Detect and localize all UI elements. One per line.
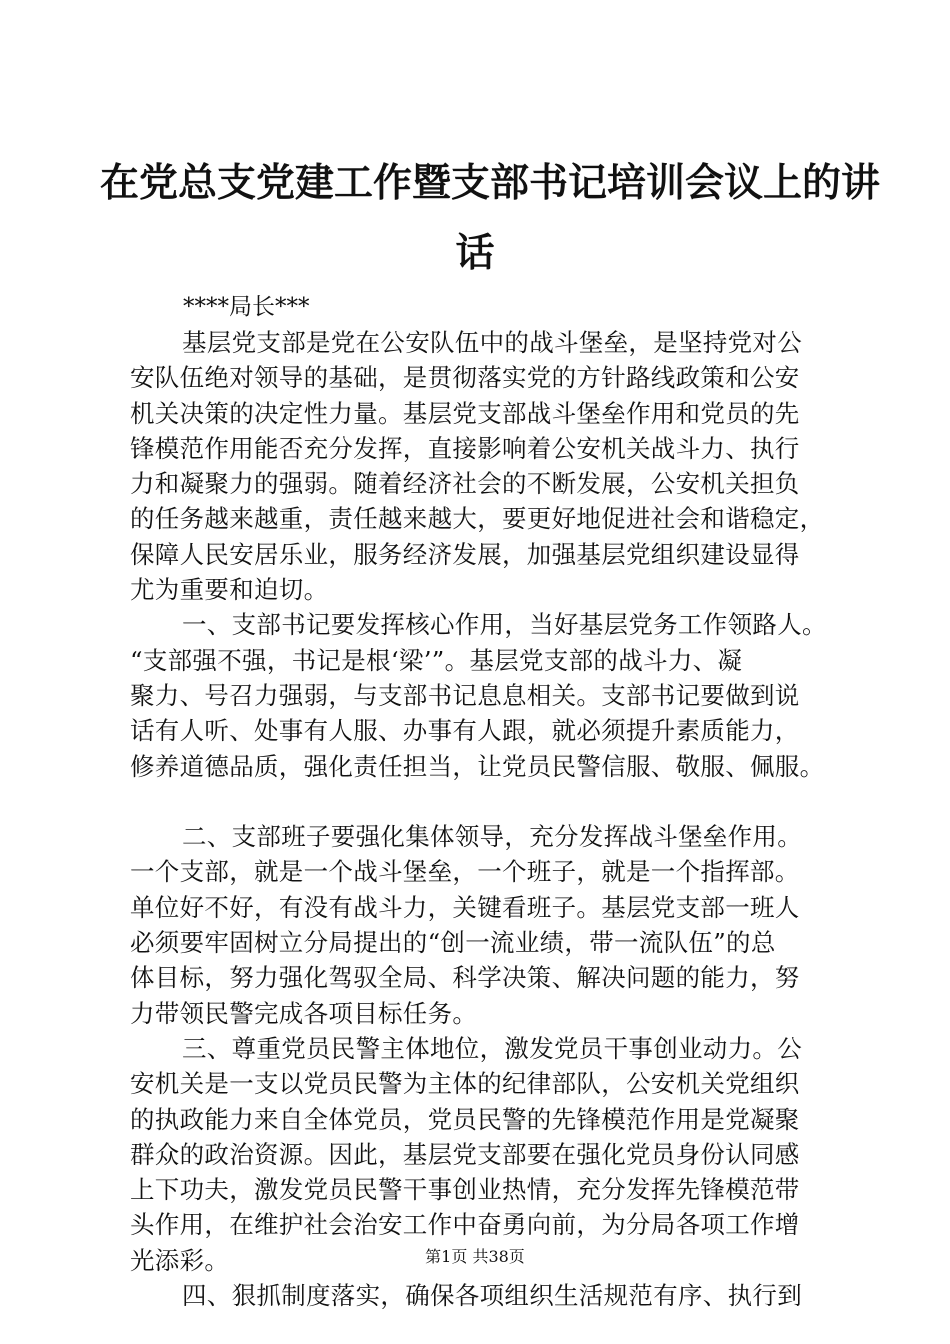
paragraph-line: 光添彩。 xyxy=(130,1245,230,1275)
document-body xyxy=(130,325,830,1313)
document-title-line-2: 话 xyxy=(455,230,495,276)
paragraph-line: 机关决策的决定性力量。基层党支部战斗堡垒作用和党员的先 xyxy=(130,398,800,428)
paragraph-line: “支部强不强，书记是根‘梁’”。基层党支部的战斗力、凝 xyxy=(130,645,743,675)
paragraph-line: 四、狠抓制度落实，确保各项组织生活规范有序、执行到 xyxy=(182,1281,802,1311)
paragraph-line: 必须要牢固树立分局提出的“创一流业绩，带一流队伍”的总 xyxy=(130,928,776,958)
paragraph-line: 话有人听、处事有人服、办事有人跟，就必须提升素质能力， xyxy=(130,716,800,746)
paragraph-line: 尤为重要和迫切。 xyxy=(130,575,329,605)
paragraph-line: 聚力、号召力强弱，与支部书记息息相关。支部书记要做到说 xyxy=(130,680,800,710)
page-number-footer: 第1页 共38页 xyxy=(425,1247,525,1266)
author-line: ****局长*** xyxy=(183,294,310,320)
paragraph-line: 安队伍绝对领导的基础，是贯彻落实党的方针路线政策和公安 xyxy=(130,363,800,393)
paragraph-line: 上下功夫，激发党员民警干事创业热情，充分发挥先锋模范带 xyxy=(130,1175,800,1205)
paragraph-line: 力和凝聚力的强弱。随着经济社会的不断发展，公安机关担负 xyxy=(130,469,800,499)
paragraph-line: 一个支部，就是一个战斗堡垒，一个班子，就是一个指挥部。 xyxy=(130,857,800,887)
paragraph-line: 的任务越来越重，责任越来越大，要更好地促进社会和谐稳定， xyxy=(130,504,825,534)
paragraph-line: 体目标，努力强化驾驭全局、科学决策、解决问题的能力，努 xyxy=(130,963,800,993)
paragraph-line: 二、支部班子要强化集体领导，充分发挥战斗堡垒作用。 xyxy=(182,822,802,852)
paragraph-line: 修养道德品质，强化责任担当，让党员民警信服、敬服、佩服。 xyxy=(130,751,825,781)
paragraph-line: 一、支部书记要发挥核心作用，当好基层党务工作领路人。 xyxy=(182,610,827,640)
paragraph-line: 力带领民警完成各项目标任务。 xyxy=(130,998,478,1028)
paragraph-line: 的执政能力来自全体党员，党员民警的先锋模范作用是党凝聚 xyxy=(130,1104,800,1134)
paragraph-line: 群众的政治资源。因此，基层党支部要在强化党员身份认同感 xyxy=(130,1139,800,1169)
paragraph-line: 单位好不好，有没有战斗力，关键看班子。基层党支部一班人 xyxy=(130,892,800,922)
document-title-line-1: 在党总支党建工作暨支部书记培训会议上的讲 xyxy=(100,160,881,206)
paragraph-line: 三、尊重党员民警主体地位，激发党员干事创业动力。公 xyxy=(182,1033,802,1063)
paragraph-line: 锋模范作用能否充分发挥，直接影响着公安机关战斗力、执行 xyxy=(130,433,800,463)
paragraph-line: 基层党支部是党在公安队伍中的战斗堡垒，是坚持党对公 xyxy=(182,328,802,357)
paragraph-line: 头作用，在维护社会治安工作中奋勇向前，为分局各项工作增 xyxy=(130,1210,800,1240)
paragraph-line: 保障人民安居乐业，服务经济发展，加强基层党组织建设显得 xyxy=(130,539,800,569)
paragraph-line: 安机关是一支以党员民警为主体的纪律部队，公安机关党组织 xyxy=(130,1069,800,1099)
paragraph-gap xyxy=(130,784,830,819)
